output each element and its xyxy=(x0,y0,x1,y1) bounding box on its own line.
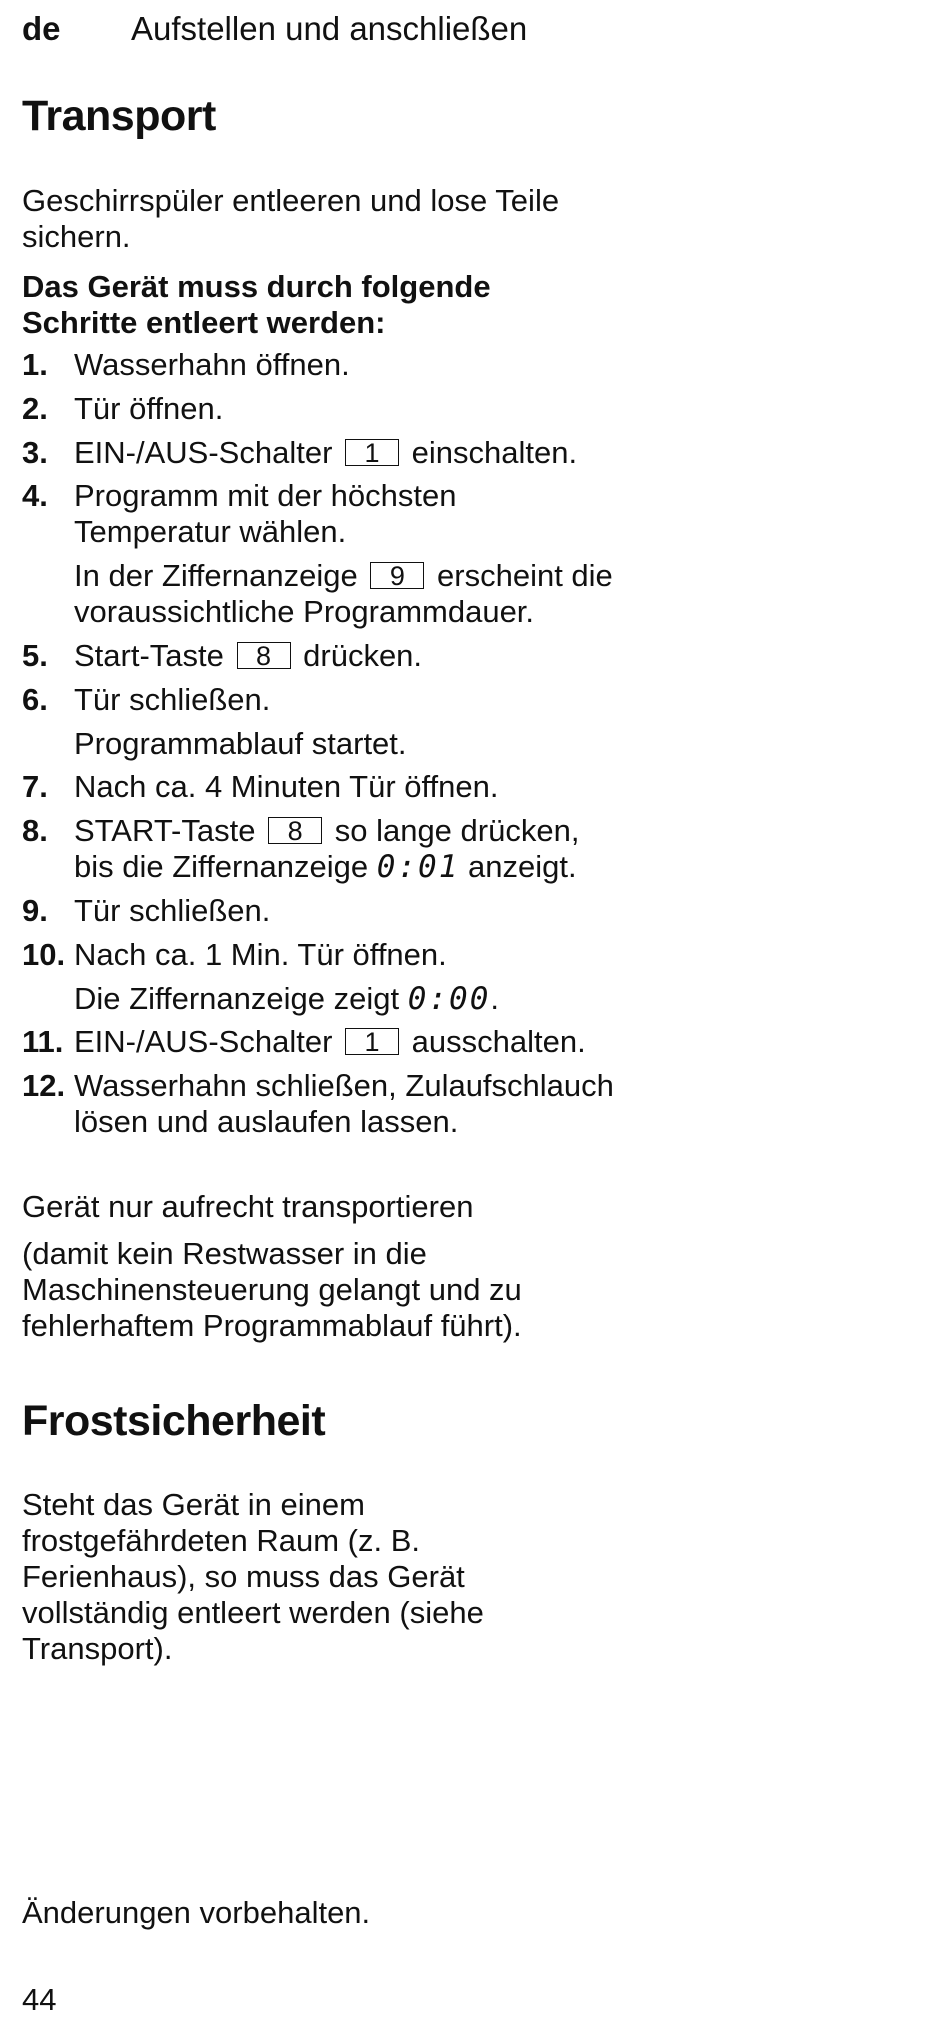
step-text: so lange drücken, xyxy=(334,813,580,848)
step-text: ausschalten. xyxy=(411,1024,586,1059)
step-text: einschalten. xyxy=(411,435,578,470)
step-text: Nach ca. 1 Min. Tür öffnen. xyxy=(74,937,447,972)
control-reference-box: 1 xyxy=(345,1028,399,1055)
step-number: 8. xyxy=(22,813,48,848)
step-number: 1. xyxy=(22,347,48,382)
step-number: 5. xyxy=(22,638,48,673)
step-subtext: . xyxy=(490,981,500,1016)
step-text: anzeigt. xyxy=(468,849,577,884)
transport-intro: Geschirrspüler entleeren und lose Teile sichern. xyxy=(22,183,560,254)
step-text: drücken. xyxy=(303,638,423,673)
step-number: 4. xyxy=(22,478,48,513)
control-reference-box: 1 xyxy=(345,439,399,466)
step-text: Wasserhahn schließen, Zulaufschlauch lösen und auslaufen lassen. xyxy=(74,1068,614,1139)
language-code: de xyxy=(22,10,61,47)
control-reference-box: 8 xyxy=(268,817,322,844)
step-text: Programm mit der höchsten Temperatur wählen. xyxy=(74,478,457,549)
page-number: 44 xyxy=(22,1982,57,2017)
step-number: 11. xyxy=(22,1024,64,1059)
step-number: 6. xyxy=(22,682,48,717)
step-text: EIN-/AUS-Schalter xyxy=(74,1024,333,1059)
step-text: Tür schließen. xyxy=(74,893,271,928)
step-text: Tür schließen. xyxy=(74,682,271,717)
control-reference-box: 9 xyxy=(370,562,424,589)
digital-display-readout: 0:01 xyxy=(376,849,460,885)
footer-note: Änderungen vorbehalten. xyxy=(22,1895,371,1930)
step-text: Tür öffnen. xyxy=(74,391,224,426)
section-title: Aufstellen und anschließen xyxy=(131,10,528,47)
transport-bold-intro: Das Gerät muss durch folgende Schritte entleert werden: xyxy=(22,269,491,340)
step-number: 2. xyxy=(22,391,48,426)
step-subtext: erscheint die voraussichtliche Programmdauer. xyxy=(74,558,613,629)
control-reference-box: 8 xyxy=(237,642,291,669)
step-text: START-Taste xyxy=(74,813,256,848)
step-number: 3. xyxy=(22,435,48,470)
step-number: 7. xyxy=(22,769,48,804)
step-subtext: Programmablauf startet. xyxy=(74,726,407,761)
step-number: 12. xyxy=(22,1068,66,1103)
transport-note-detail: (damit kein Restwasser in die Maschinensteuerung gelangt und zu fehlerhaftem Programmablauf führt). xyxy=(22,1236,522,1343)
step-text: Start-Taste xyxy=(74,638,224,673)
digital-display-readout: 0:00 xyxy=(407,981,491,1017)
step-text: EIN-/AUS-Schalter xyxy=(74,435,333,470)
transport-heading: Transport xyxy=(22,92,216,140)
step-number: 10. xyxy=(22,937,66,972)
step-text: bis die Ziffernanzeige xyxy=(74,849,369,884)
step-text: Nach ca. 4 Minuten Tür öffnen. xyxy=(74,769,499,804)
step-text: Wasserhahn öffnen. xyxy=(74,347,350,382)
step-subtext: In der Ziffernanzeige xyxy=(74,558,358,593)
frost-text: Steht das Gerät in einem frostgefährdeten Raum (z. B. Ferienhaus), so muss das Gerät vollständig entleert werden (siehe Transport). xyxy=(22,1487,484,1666)
transport-note: Gerät nur aufrecht transportieren xyxy=(22,1189,474,1224)
step-number: 9. xyxy=(22,893,48,928)
frost-heading: Frostsicherheit xyxy=(22,1397,326,1445)
step-subtext: Die Ziffernanzeige zeigt xyxy=(74,981,400,1016)
